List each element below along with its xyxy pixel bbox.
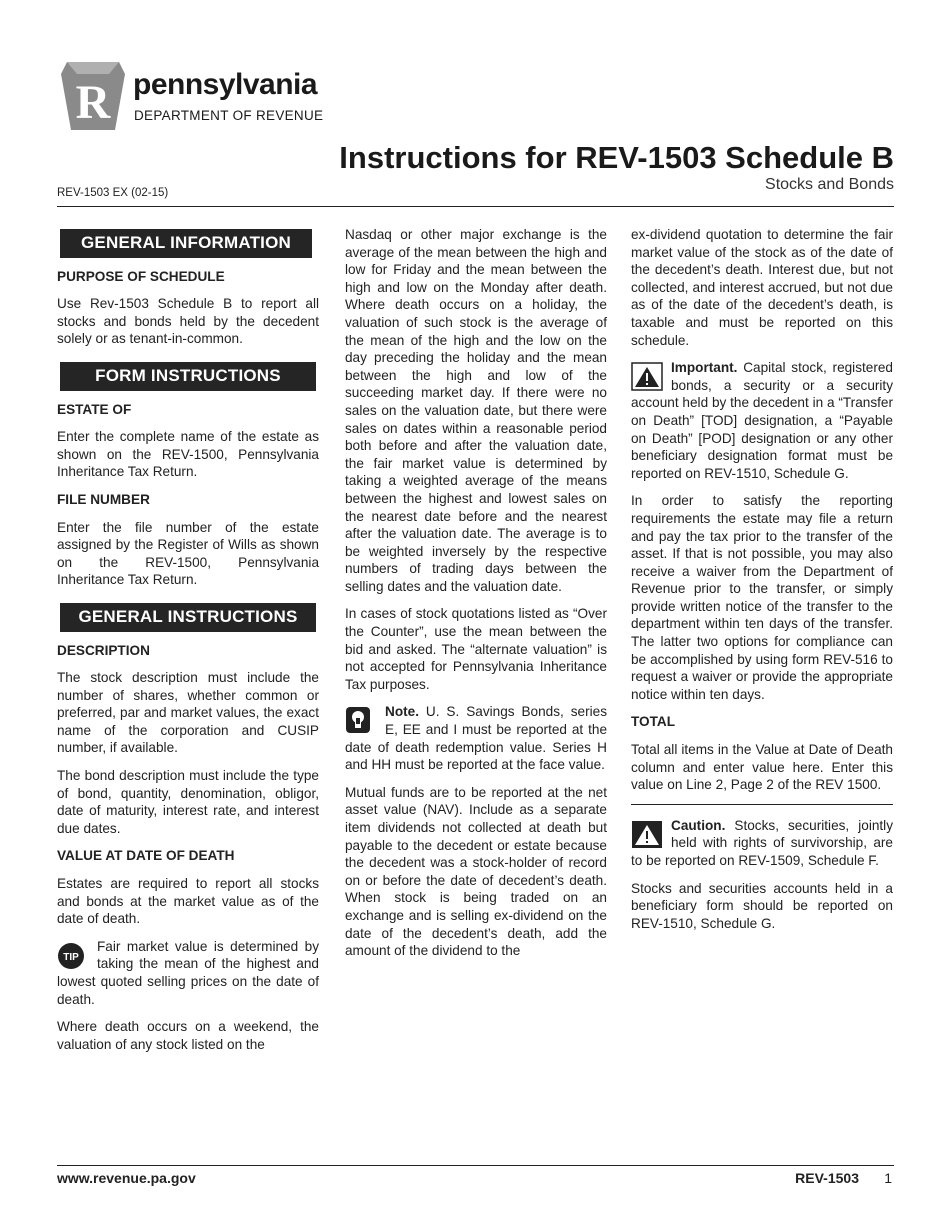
tip-callout: [57, 938, 319, 1008]
caution-text: Stocks, securities, jointly held with rights of survivorship, are to be reported on REV-1509, Schedule F.: [631, 817, 893, 868]
column-1: [57, 226, 319, 1063]
reporting-requirements-text: In order to satisfy the reporting requirements the estate may file a return and pay the tax prior to the transfer of the asset. If that is not possible, you may also receive a waiver from the Department of Revenue prior to the transfer, or simply provide written notice of the transfer to the department within ten days of the transfer. The latter two options for compliance can be accomplished by using form REV-516 to request a waiver or provide the appropriate notice within ten days.: [631, 493, 893, 702]
warning-icon: [631, 820, 665, 850]
ex-dividend-text: ex-dividend quotation to determine the fair market value of the stock as of the date of the decedent’s death. Interest due, but not collected, and interest accrued, but not due as of the date of the decedent’s death, is taxable and must be reported on this schedule.: [631, 227, 893, 348]
caution-callout: [631, 817, 893, 870]
heading-estate-of: ESTATE OF: [57, 401, 132, 417]
footer-url-link[interactable]: www.revenue.pa.gov: [57, 1170, 196, 1186]
file-text: Enter the file number of the estate assigned by the Register of Wills as shown on the REV-1500, Pennsylvania Inheritance Tax Return.: [57, 519, 319, 588]
form-code: REV-1503 EX (02-15): [57, 187, 169, 199]
section-divider: [631, 804, 893, 805]
page-title: Instructions for REV-1503 Schedule B: [339, 140, 894, 175]
beneficiary-text: Stocks and securities accounts held in a beneficiary form should be reported on REV-1510, Schedule G.: [631, 880, 893, 931]
page-subtitle: Stocks and Bonds: [765, 176, 894, 193]
lightbulb-icon: [345, 706, 379, 736]
note-text: U. S. Savings Bonds, series E, EE and I must be reported at the date of death redemption value. Series H and HH must be reported at the face value.: [345, 704, 607, 773]
valuation-text: Nasdaq or other major exchange is the average of the mean between the high and low for Friday and the mean between the high and low on the Monday after death. Where death occurs on a holiday, the valuation of such stock is the average of the mean of the high and the low on the day preceding the holiday and the mean between the high and low of the succeeding market day. If there were no sales on the valuation date, but there were sales on dates within a reasonable period both before and after the valuation date, the fair market value is determined by taking a weighted average of the means between the highest and lowest sales on the nearest date before and the nearest after the valuation date. The average is to be weighted inversely by the respective numbers of trading days between the selling dates and the valuation date.: [345, 227, 607, 594]
total-text: Total all items in the Value at Date of Death column and enter value here. Enter this value on Line 2, Page 2 of the REV 1500.: [631, 742, 893, 793]
heading-total: TOTAL: [631, 714, 676, 730]
important-callout: [631, 359, 893, 482]
purpose-text: Use Rev-1503 Schedule B to report all stocks and bonds held by the decedent solely or as tenant-in-common.: [57, 296, 319, 347]
tip-icon: [57, 941, 91, 971]
keystone-r-logo-icon: [57, 60, 129, 132]
over-the-counter-text: In cases of stock quotations listed as “Over the Counter”, use the mean between the bid and asked. The “alternate valuation” is not accepted for Pennsylvania Inheritance Tax purposes.: [345, 606, 607, 692]
footer-form-code: REV-1503: [795, 1170, 859, 1186]
column-3: [631, 226, 893, 942]
logo-letter: R: [75, 76, 111, 129]
tip-text: Fair market value is determined by taking the mean of the highest and lowest quoted selling prices on the date of death.: [57, 938, 319, 1007]
important-text: Capital stock, registered bonds, a security or a security account held by the decedent in a “Transfer on Death” [TOD] designation, a “Payable on Death” [POD] designation or any other beneficiary designation format must be reported on REV-1510, Schedule G.: [631, 360, 893, 481]
description-text-stock: The stock description must include the number of shares, whether common or preferred, par and market values, the exact name of the corporation and CUSIP number, if available.: [57, 670, 319, 756]
value-text: Estates are required to report all stocks and bonds at the market value as of the date of death.: [57, 876, 319, 927]
brand-name: pennsylvania: [133, 68, 318, 101]
heading-description: DESCRIPTION: [57, 642, 150, 658]
note-label: Note.: [385, 704, 419, 720]
note-callout: [345, 703, 607, 773]
banner-general-instructions: GENERAL INSTRUCTIONS: [60, 603, 316, 632]
mutual-funds-text: Mutual funds are to be reported at the net asset value (NAV). Include as a separate item dividends not collected at death but payable to the decedent or estate because the decedent was a stock-holder of record on or before the date of decedent’s death. When stock is being traded on an exchange and is selling ex-dividend on the date of the decedent’s death, add the amount of the dividend to the: [345, 784, 607, 959]
important-label: Important.: [671, 360, 738, 376]
banner-general-information: GENERAL INFORMATION: [60, 229, 312, 258]
heading-purpose: PURPOSE OF SCHEDULE: [57, 268, 225, 284]
heading-file-number: FILE NUMBER: [57, 491, 150, 507]
column-2: [345, 226, 607, 970]
description-text-bond: The bond description must include the type of bond, quantity, denomination, obligor, date of maturity, interest rate, and interest due dates.: [57, 768, 319, 836]
footer-rule: [57, 1165, 894, 1166]
weekend-text: Where death occurs on a weekend, the valuation of any stock listed on the: [57, 1019, 319, 1052]
caution-label: Caution.: [671, 817, 726, 833]
heading-value-at-date-of-death: VALUE AT DATE OF DEATH: [57, 848, 235, 864]
brand-department: DEPARTMENT OF REVENUE: [134, 108, 324, 123]
estate-text: Enter the complete name of the estate as shown on the REV-1500, Pennsylvania Inheritance Tax Return.: [57, 429, 319, 480]
tip-label: TIP: [63, 951, 79, 963]
banner-form-instructions: FORM INSTRUCTIONS: [60, 362, 316, 391]
header-rule: [57, 206, 894, 207]
page-number: 1: [884, 1170, 892, 1186]
warning-icon: [631, 362, 665, 392]
